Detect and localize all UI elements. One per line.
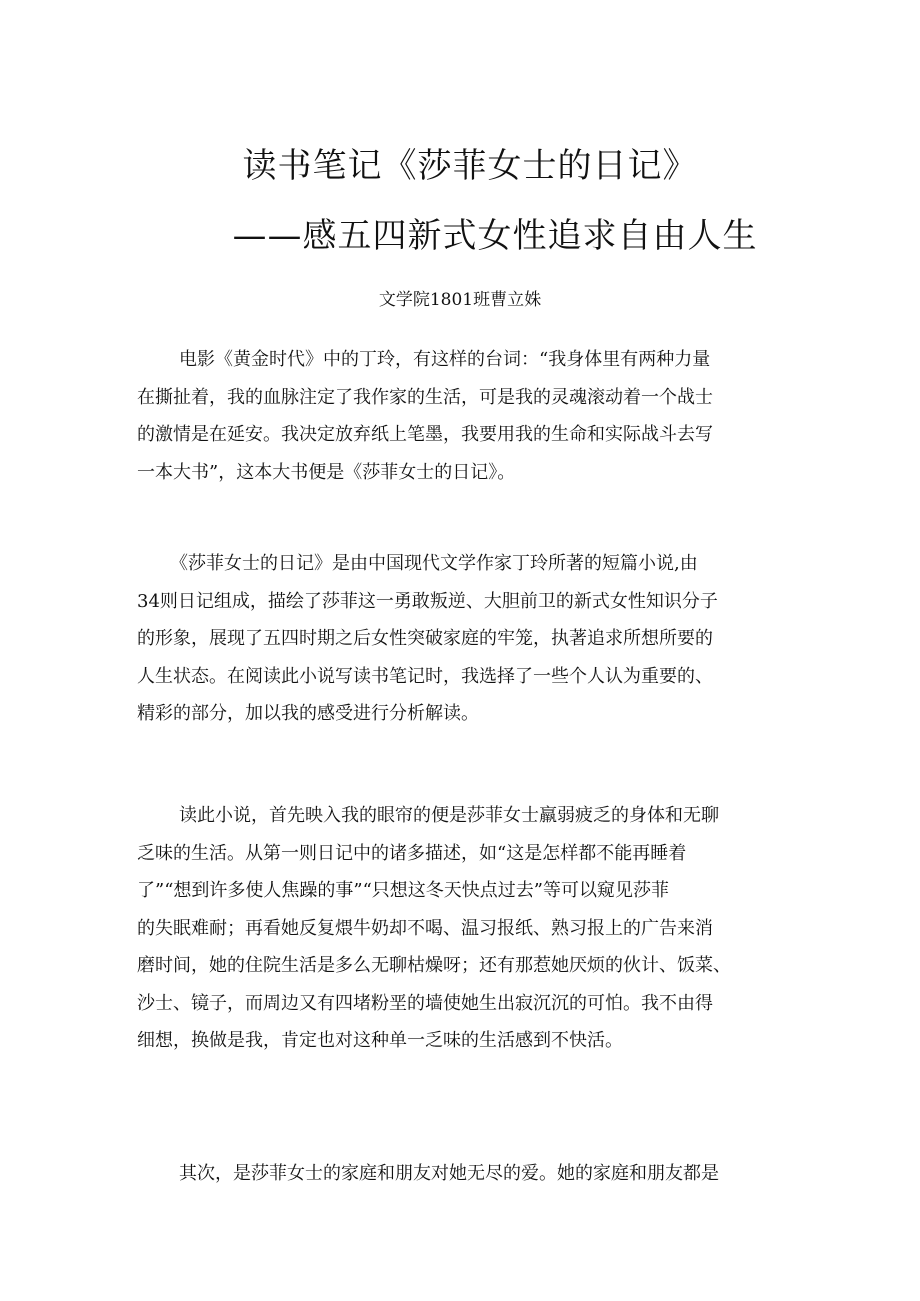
document-subtitle: ——感五四新式女性追求自由人生 xyxy=(232,216,758,256)
paragraph-line: 其次，是莎菲女士的家庭和朋友对她无尽的爱。她的家庭和朋友都是 xyxy=(179,1163,719,1184)
paragraph-2 xyxy=(137,545,817,733)
document-title: 读书笔记《莎菲女士的日记》 xyxy=(242,146,698,186)
paragraph-4 xyxy=(137,1155,817,1193)
paragraph-line: 磨时间，她的住院生活是多么无聊枯燥呀；还有那惹她厌烦的伙计、饭菜、 xyxy=(137,955,731,976)
paragraph-line: 人生状态。在阅读此小说写读书笔记时，我选择了一些个人认为重要的、 xyxy=(137,665,713,687)
author-line: 文学院1801班曹立姝 xyxy=(378,290,542,310)
paragraph-line: 在撕扯着，我的血脉注定了我作家的生活，可是我的灵魂滚动着一个战士 xyxy=(137,386,713,408)
paragraph-1 xyxy=(137,341,817,491)
paragraph-line: 沙士、镜子，而周边又有四堵粉垩的墙使她生出寂沉沉的可怕。我不由得 xyxy=(137,992,713,1014)
paragraph-line: 电影《黄金时代》中的丁玲，有这样的台词：“我身体里有两种力量 xyxy=(179,349,711,370)
paragraph-line: 了”“想到许多使人焦躁的事”“只想这冬天快点过去”等可以窥见莎菲 xyxy=(137,880,670,901)
paragraph-line: 细想，换做是我，肯定也对这种单一乏味的生活感到不快活。 xyxy=(137,1030,623,1051)
paragraph-line: 的激情是在延安。我决定放弃纸上笔墨，我要用我的生命和实际战斗去写 xyxy=(137,424,713,445)
paragraph-line: 读此小说，首先映入我的眼帘的便是莎菲女士羸弱疲乏的身体和无聊 xyxy=(179,805,719,826)
paragraph-line: 一本大书”，这本大书便是《莎菲女士的日记》。 xyxy=(137,461,516,483)
paragraph-line: 精彩的部分，加以我的感受进行分析解读。 xyxy=(137,703,479,724)
paragraph-line: 乏味的生活。从第一则日记中的诸多描述，如“这是怎样都不能再睡着 xyxy=(137,842,687,864)
paragraph-line: 34则日记组成，描绘了莎菲这一勇敢叛逆、大胆前卫的新式女性知识分子 xyxy=(137,590,718,612)
paragraph-line: 的形象，展现了五四时期之后女性突破家庭的牢笼，执著追求所想所要的 xyxy=(137,628,713,649)
paragraph-line: 的失眠难耐；再看她反复煨牛奶却不喝、温习报纸、熟习报上的广告来消 xyxy=(137,917,713,939)
paragraph-3 xyxy=(137,797,817,1060)
paragraph-line: 《莎菲女士的日记》是由中国现代文学作家丁玲所著的短篇小说,由 xyxy=(170,553,698,574)
